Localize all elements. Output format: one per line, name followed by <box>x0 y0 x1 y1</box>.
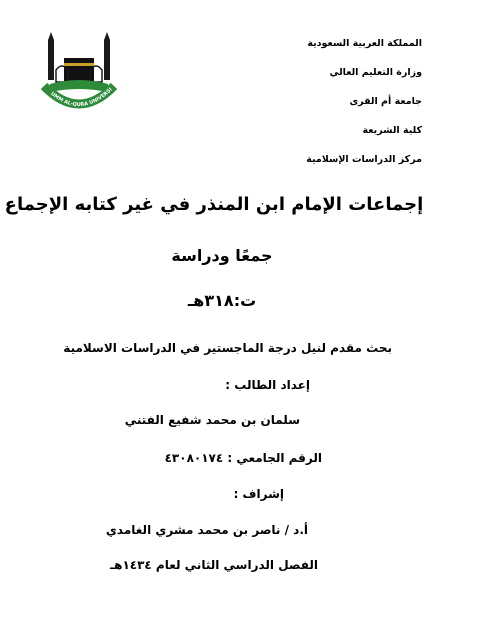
student-id: الرقم الجامعي : ٤٣٠٨٠١٧٤ <box>164 451 322 465</box>
ministry-line: وزارة التعليم العالي <box>329 67 422 78</box>
prepared-by-label: إعداد الطالب : <box>225 378 310 392</box>
thesis-subtitle: جمعًا ودراسة <box>171 246 273 265</box>
umm-al-qura-emblem-icon <box>40 30 118 112</box>
university-logo <box>40 30 118 112</box>
semester-line: الفصل الدراسي الثاني لعام ١٤٣٤هـ <box>110 558 318 572</box>
degree-purpose: بحث مقدم لنيل درجة الماجستير في الدراسات الاسلامية <box>63 341 392 355</box>
student-name: سلمان بن محمد شفيع الفتني <box>124 413 300 427</box>
college-line: كلية الشريعة <box>362 125 422 136</box>
svg-text:UMM AL-QURA UNIVERSITY: UMM AL-QURA UNIVERSI <box>49 86 114 109</box>
supervisor-name: أ.د / ناصر بن محمد مشري الغامدي <box>105 523 308 537</box>
center-line: مركز الدراسات الإسلامية <box>306 154 422 165</box>
kingdom-line: المملكة العربية السعودية <box>307 38 422 49</box>
thesis-title: إجماعات الإمام ابن المنذر في غير كتابه الإجماع <box>4 194 424 215</box>
supervision-label: إشراف : <box>233 487 284 501</box>
university-line: جامعة أم القرى <box>349 96 422 107</box>
institution-header <box>222 38 422 183</box>
death-year: ت:٣١٨هـ <box>187 291 257 310</box>
